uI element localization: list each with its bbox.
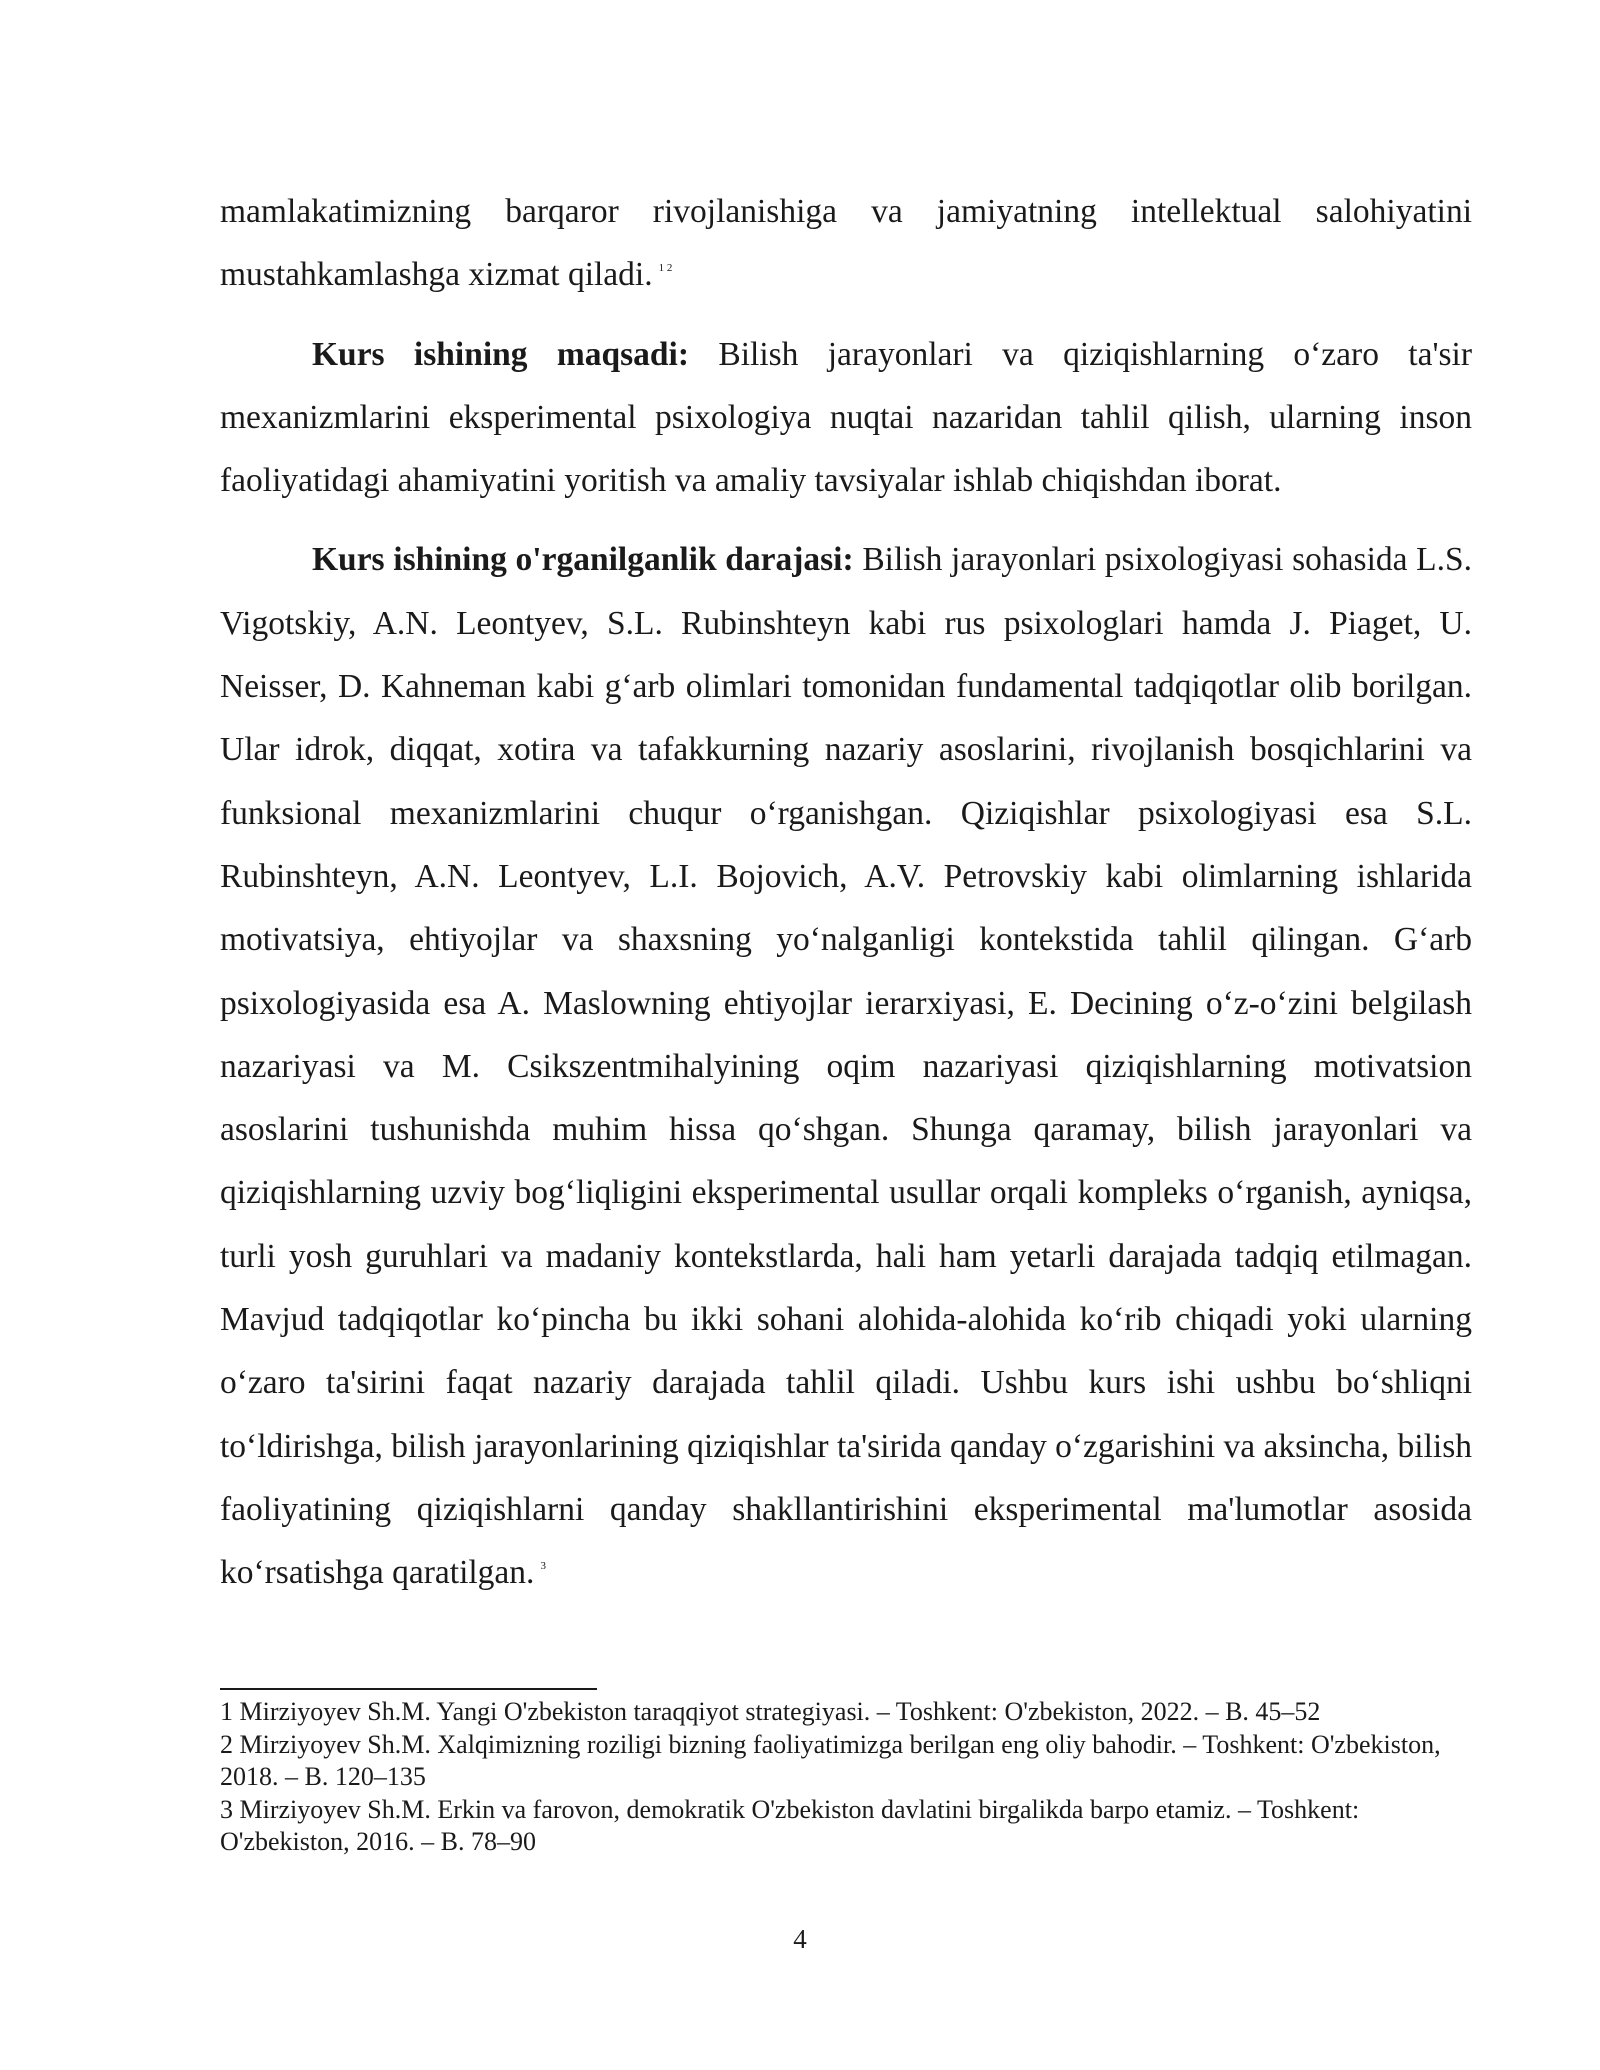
paragraph-text: Bilish jarayonlari psixologiyasi sohasida L.S. Vigotskiy, A.N. Leontyev, S.L. Rubinshteyn kabi rus psixologlari hamda J. Piaget, U. Neisser, D. Kahneman kabi g‘arb olimlari tomonidan fundamental tadqiqotlar olib borilgan. Ular idrok, diqqat, xotira va tafakkurning nazariy asoslarini, rivojlanish bosqichlarini va funksional mexanizmlarini chuqur o‘rganishgan. Qiziqishlar psixologiyasi esa S.L. Rubinshteyn, A.N. Leontyev, L.I. Bojovich, A.V. Petrovskiy kabi olimlarning ishlarida motivatsiya, ehtiyojlar va shaxsning yo‘nalganligi kontekstida tahlil qilingan. G‘arb psixologiyasida esa A. Maslowning ehtiyojlar ierarxiyasi, E. Decining o‘z-o‘zini belgilash nazariyasi va M. Csikszentmihalyining oqim nazariyasi qiziqishlarning motivatsion asoslarini tushunishda muhim hissa qo‘shgan. Shunga qaramay, bilish jarayonlari va qiziqishlarning uzviy bog‘liqligini eksperimental usullar orqali kompleks o‘rganish, ayniqsa, turli yosh guruhlari va madaniy kontekstlarda, hali ham yetarli darajada tadqiq etilmagan. Mavjud tadqiqotlar ko‘pincha bu ikki sohani alohida-alohida ko‘rib chiqadi yoki ularning o‘zaro ta'sirini faqat nazariy darajada tahlil qiladi. Ushbu kurs ishi ushbu bo‘shliqni to‘ldirishga, bilish jarayonlarining qiziqishlar ta'sirida qanday o‘zgarishini va aksincha, bilish faoliyatining qiziqishlarni qanday shakllantirishini eksperimental ma'lumotlar asosida ko‘rsatishga qaratilgan. — [220, 541, 1473, 1592]
paragraph-heading: Kurs ishining maqsadi: — [312, 335, 690, 373]
document-body — [220, 180, 1472, 1621]
paragraph-text: mamlakatimizning barqaror rivojlanishiga va jamiyatning intellektual salohiyatini mustahkamlashga xizmat qiladi. — [220, 193, 1472, 294]
footnote-3: 3 Mirziyoyev Sh.M. Erkin va farovon, demokratik O'zbekiston davlatini birgalikda barpo etamiz. – Toshkent: O'zbekiston, 2016. – B. 78–90 — [220, 1794, 1360, 1856]
footnote-2: 2 Mirziyoyev Sh.M. Xalqimizning roziligi bizning faoliyatimizga berilgan eng oliy bahodir. – Toshkent: O'zbekiston, 2018. – B. 120–135 — [220, 1729, 1441, 1791]
footnotes — [220, 1696, 1472, 1859]
paragraph-course-goal — [220, 323, 1472, 513]
footnote-reference: 1 2 — [658, 262, 673, 275]
footnote-separator — [220, 1688, 597, 1690]
paragraph-intro-continuation — [220, 180, 1472, 307]
paragraph-research-level — [220, 528, 1472, 1604]
paragraph-text: Bilish jarayonlari va qiziqishlarning o‘zaro ta'sir mexanizmlarini eksperimental psixologiya nuqtai nazaridan tahlil qilish, ularning inson faoliyatidagi ahamiyatini yoritish va amaliy tavsiyalar ishlab chiqishdan iborat. — [220, 335, 1472, 500]
footnote-1: 1 Mirziyoyev Sh.M. Yangi O'zbekiston taraqqiyot strategiyasi. – Toshkent: O'zbekiston, 2022. – B. 45–52 — [220, 1697, 1321, 1726]
page-number: 4 — [793, 1924, 807, 1954]
footnote-reference: 3 — [540, 1560, 546, 1573]
paragraph-heading: Kurs ishining o'rganilganlik darajasi: — [312, 541, 854, 579]
